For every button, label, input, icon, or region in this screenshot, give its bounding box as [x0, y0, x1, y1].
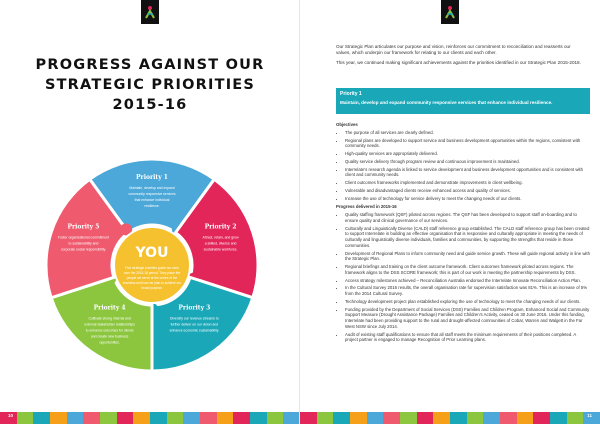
- wheel-center-text: broad purpose.: [141, 286, 163, 290]
- objective-item: • Increase the use of technology for service delivery to meet the changing needs of our clients.: [345, 196, 590, 202]
- intro-text: [336, 44, 584, 71]
- objective-item: • Client outcomes frameworks implemented and demonstrate improvements in client wellbeing.: [345, 180, 590, 186]
- intro-paragraph-2: This year, we continued making significant achievements against the priorities identified in our Strategic Plan 2015-2018.: [336, 60, 581, 66]
- stripe: [400, 412, 417, 424]
- stripe: [517, 412, 534, 424]
- progress-item: • Audit of existing staff qualifications to ensure that all staff meets the minimum requirements of their positions completed. A project partner is engaged to manage Recognition of Prior Learning plans.: [345, 332, 590, 343]
- wheel-center: [114, 227, 190, 303]
- wheel-segment-text: a skilled, diverse and: [204, 241, 237, 246]
- wheel-segment-text: Foster organisational commitment: [57, 235, 109, 240]
- priority-box-heading: Priority 1: [340, 91, 362, 97]
- progress-item: • Culturally and Linguistically Diverse (CALD) staff reference group established. The CALD staff reference group has been created to support Interrelate in building an effective organisation that is responsive and culturally appropriate in meeting the needs of culturally and linguistically diverse individuals, families and communities, by supporting the strengths that reside in those communities.: [345, 226, 590, 249]
- progress-item: • Access strategy milestones achieved – Reconciliation Australia endorsed the Interrelate Innovate Reconciliation Action Plan.: [345, 278, 590, 284]
- progress-item: • In the Cultural Survey 2016 results, the overall organisation rate for supervision satisfaction was 81%. This is an increase of 5% from the 2014 Cultural Survey.: [345, 285, 590, 296]
- stripe: [150, 412, 167, 424]
- wheel-segment-text: Maintain, develop and expand: [129, 185, 175, 190]
- wheel-segment-label: Priority 3: [178, 304, 211, 312]
- stripe: [333, 412, 350, 424]
- progress-item: • Technology development project plan established exploring the use of technology to meet the changing needs of our clients.: [345, 299, 590, 305]
- page-title: [20, 55, 280, 115]
- intro-paragraph-1: Our Strategic Plan articulates our purpose and vision, reinforces our commitment to reconciliation and reasserts our values, which underpin our framework for relating to our clients and each other.: [336, 44, 571, 56]
- objective-item: • Regional plans are developed to support service and business development opportunities within the regions, consistent with community needs.: [345, 138, 590, 149]
- stripe: [450, 412, 467, 424]
- logo-tab: [141, 0, 159, 24]
- stripe: [550, 412, 567, 424]
- wheel-center-text: business and how we plan to achieve our: [122, 281, 182, 285]
- objective-item: • Vulnerable and disadvantaged clients receive enhanced access and quality of services.: [345, 188, 590, 194]
- objective-item: • High-quality services are appropriately delivered.: [345, 151, 590, 157]
- objective-item: • Quality service delivery through program review and continuous improvement is maintained.: [345, 159, 590, 165]
- wheel-segment-label: Priority 5: [67, 223, 100, 231]
- page-number-left: 10: [8, 413, 14, 418]
- wheel-segment-text: and create new business: [90, 334, 129, 339]
- wheel-segment-text: community responsive services: [128, 191, 176, 196]
- priorities-wheel-graphic: [32, 143, 272, 387]
- stripe: [17, 412, 34, 424]
- logo-icon: [141, 0, 159, 24]
- title-line-1: PROGRESS AGAINST OUR: [35, 57, 265, 73]
- stripe: [483, 412, 500, 424]
- wheel-segment-text: to enhance outcomes for clients: [85, 328, 134, 333]
- objectives-heading: Objectives: [336, 122, 358, 127]
- stripe: [567, 412, 584, 424]
- wheel-segment-text: Attract, retain, and grow: [202, 235, 239, 240]
- stripe: [217, 412, 234, 424]
- wheel-center-text: people we serve at the centre of the: [126, 276, 178, 280]
- stripe: [50, 412, 67, 424]
- priority-box-text: Maintain, develop and expand community responsive services that enhance individual resilience.: [340, 100, 553, 105]
- page-number-right: 11: [587, 413, 592, 418]
- progress-heading: Progress delivered in 2015-16: [336, 204, 397, 210]
- wheel-segment-label: Priority 1: [136, 173, 168, 181]
- stripe: [533, 412, 550, 424]
- stripe: [133, 412, 150, 424]
- color-stripe-bar: [0, 412, 300, 424]
- wheel-segment-text: that enhance individual: [134, 197, 170, 202]
- wheel-segment-text: sustainable workforce.: [203, 247, 238, 252]
- wheel-segment-label: Priority 4: [93, 304, 126, 312]
- wheel-segment-text: Cultivate strong internal and: [88, 316, 131, 321]
- stripe: [183, 412, 200, 424]
- title-line-3: 2015-16: [112, 97, 188, 113]
- objective-item: • Interrelate's research agenda is linked to service development and business development opportunities and is consistent with client and community needs.: [345, 167, 590, 178]
- progress-list: [336, 212, 590, 343]
- wheel-segment-text: resilience.: [144, 203, 160, 208]
- right-page: [300, 0, 600, 424]
- progress-item: • Regional briefings and training on the client outcome framework. Client outcomes framework piloted across regions. The framework aligns to the DSS SCORE framework; this is part of our work in meeting the partnership requirements by DSS.: [345, 264, 590, 275]
- stripe: [233, 412, 250, 424]
- wheel-segment-label: Priority 2: [204, 223, 237, 231]
- objectives-section: [336, 122, 590, 346]
- stripe: [250, 412, 267, 424]
- stripe: [200, 412, 217, 424]
- stripe: [267, 412, 284, 424]
- stripe: [33, 412, 50, 424]
- priorities-wheel: [32, 143, 272, 387]
- stripe: [100, 412, 117, 424]
- wheel-segment-text: further deliver on our vision and: [170, 322, 219, 327]
- stripe: [300, 412, 317, 424]
- stripe: [67, 412, 84, 424]
- logo-tab-right: [441, 0, 459, 24]
- progress-item: • Quality staffing framework (QSF) piloted across regions. The QSF has been developed to support staff on-boarding and to ensure quality and clinical governance of our services.: [345, 212, 590, 223]
- priority-box: [336, 88, 590, 114]
- stripe: [283, 412, 300, 424]
- progress-item: • Funding provided by the Department of Social Services (DSS) Families and Children Program, Enhanced Social and Community Support Measure (Drought Assistance Package) Families and Children's Activity, ceased on 30 June 2016. Under this funding, Interrelate had been providing support to the rural and drought-affected communities of Cobar, Warren and Walgett in the Far West NSW since July 2014.: [345, 307, 590, 330]
- stripe: [350, 412, 367, 424]
- wheel-center-label: YOU: [135, 245, 169, 261]
- stripe: [83, 412, 100, 424]
- stripe: [417, 412, 434, 424]
- progress-item: • Development of Regional Plans to inform community need and guide service growth. These will guide regional activity in line with the Strategic Plan.: [345, 251, 590, 262]
- wheel-segment-text: corporate social responsibility.: [60, 247, 107, 252]
- stripe: [117, 412, 134, 424]
- stripe: [167, 412, 184, 424]
- stripe: [367, 412, 384, 424]
- stripe: [467, 412, 484, 424]
- objectives-list: [336, 130, 590, 202]
- wheel-center-text: Five strategic priorities guide our work: [125, 266, 179, 270]
- stripe: [433, 412, 450, 424]
- stripe: [500, 412, 517, 424]
- objective-item: • The purpose of all services are clearly defined.: [345, 130, 590, 136]
- title-line-2: STRATEGIC PRIORITIES: [44, 77, 256, 93]
- stripe: [383, 412, 400, 424]
- stripe: [317, 412, 334, 424]
- wheel-center-text: over the 2015-18 period. They place the: [123, 271, 181, 275]
- wheel-segment-text: Diversify our revenue streams to: [169, 316, 219, 321]
- wheel-segment-text: opportunities.: [99, 340, 120, 345]
- wheel-segment-text: enhance economic sustainability.: [169, 328, 220, 333]
- wheel-segment-text: external stakeholder relationships: [84, 322, 135, 327]
- logo-icon: [441, 0, 459, 24]
- wheel-segment-text: to sustainability and: [68, 241, 99, 246]
- color-stripe-bar-right: [300, 412, 600, 424]
